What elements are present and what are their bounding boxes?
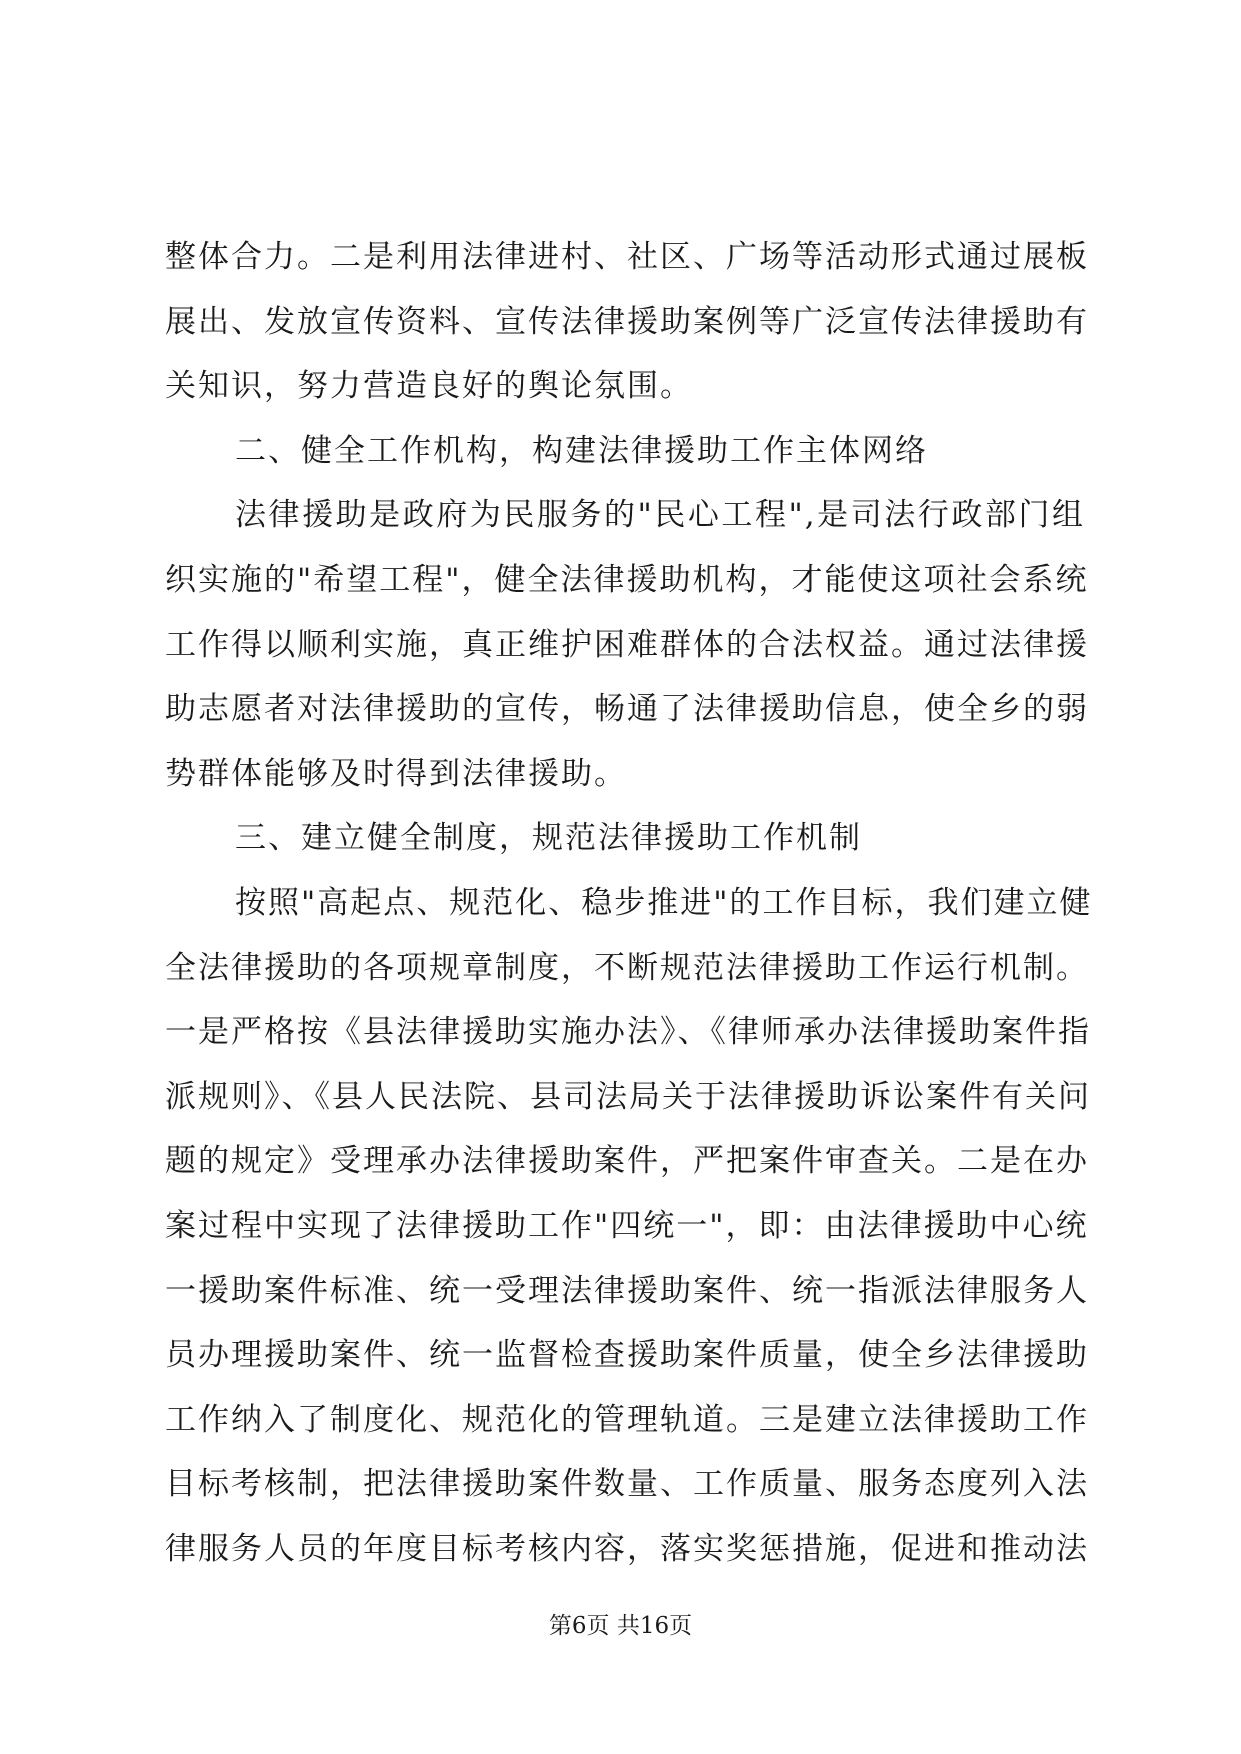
text-line: 整体合力。二是利用法律进村、社区、广场等活动形式通过展板 xyxy=(165,239,1089,275)
text-line: 按照"高起点、规范化、稳步推进"的工作目标，我们建立健 xyxy=(235,884,1093,921)
text-line: 题的规定》受理承办法律援助案件，严把案件审查关。二是在办 xyxy=(165,1143,1089,1180)
text-line: 员办理援助案件、统一监督检查援助案件质量，使全乡法律援助 xyxy=(165,1337,1089,1374)
text-line: 势群体能够及时得到法律援助。 xyxy=(165,755,627,792)
text-line: 法律援助是政府为民服务的"民心工程",是司法行政部门组 xyxy=(235,497,1085,534)
text-line: 律服务人员的年度目标考核内容，落实奖惩措施，促进和推动法 xyxy=(165,1530,1089,1567)
page-footer: 第6页 共16页 xyxy=(548,1613,693,1639)
text-line: 全法律援助的各项规章制度，不断规范法律援助工作运行机制。 xyxy=(165,949,1089,986)
text-line: 派规则》、《县人民法院、县司法局关于法律援助诉讼案件有关问 xyxy=(165,1078,1091,1115)
text-line: 一是严格按《县法律援助实施办法》、《律师承办法律援助案件指 xyxy=(165,1014,1091,1051)
text-line: 目标考核制，把法律援助案件数量、工作质量、服务态度列入法 xyxy=(165,1466,1089,1503)
document-body xyxy=(165,225,1093,1581)
text-line: 关知识，努力营造良好的舆论氛围。 xyxy=(165,368,693,405)
text-line: 二、健全工作机构，构建法律援助工作主体网络 xyxy=(235,432,928,469)
text-line: 织实施的"希望工程"，健全法律援助机构，才能使这项社会系统 xyxy=(165,561,1089,598)
text-line: 案过程中实现了法律援助工作"四统一"，即：由法律援助中心统 xyxy=(165,1207,1089,1244)
text-line: 助志愿者对法律援助的宣传，畅通了法律援助信息，使全乡的弱 xyxy=(165,691,1089,728)
text-line: 展出、发放宣传资料、宣传法律援助案例等广泛宣传法律援助有 xyxy=(165,303,1089,340)
text-line: 工作纳入了制度化、规范化的管理轨道。三是建立法律援助工作 xyxy=(165,1401,1089,1438)
text-line: 三、建立健全制度，规范法律援助工作机制 xyxy=(235,820,862,857)
text-line: 一援助案件标准、统一受理法律援助案件、统一指派法律服务人 xyxy=(165,1272,1089,1309)
text-line: 工作得以顺利实施，真正维护困难群体的合法权益。通过法律援 xyxy=(165,626,1089,663)
